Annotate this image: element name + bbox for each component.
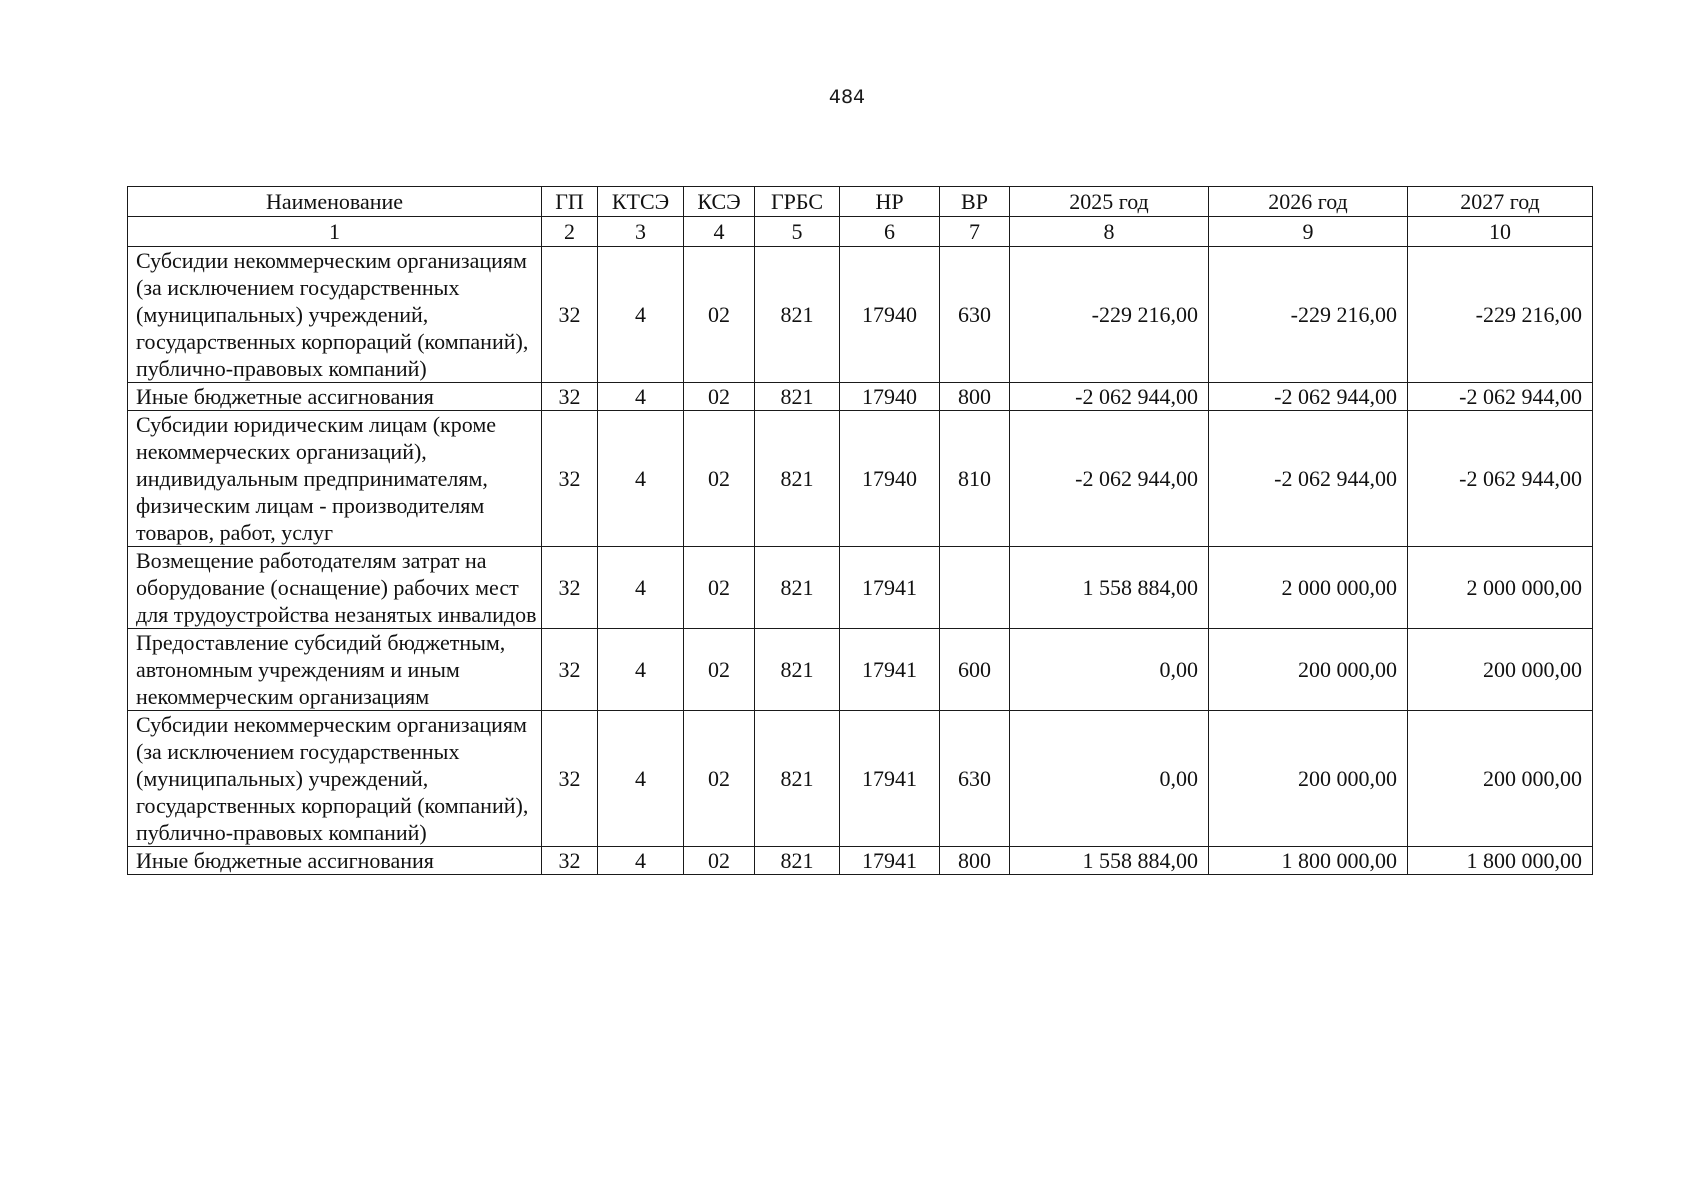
row-amount-2026: 200 000,00	[1209, 711, 1408, 847]
row-name: Субсидии юридическим лицам (кроме некоммерческих организаций), индивидуальным предпринимателям, физическим лицам - производителям товаров, работ, услуг	[128, 411, 542, 547]
header-grbs: ГРБС	[755, 187, 840, 217]
row-gp: 32	[542, 711, 598, 847]
header-2027: 2027 год	[1408, 187, 1593, 217]
row-grbs: 821	[755, 547, 840, 629]
row-amount-2027: -229 216,00	[1408, 247, 1593, 383]
row-grbs: 821	[755, 247, 840, 383]
row-amount-2027: 1 800 000,00	[1408, 847, 1593, 875]
row-gp: 32	[542, 247, 598, 383]
row-amount-2025: -229 216,00	[1010, 247, 1209, 383]
row-nr: 17941	[840, 547, 940, 629]
table-row	[128, 629, 1593, 711]
row-amount-2026: -229 216,00	[1209, 247, 1408, 383]
header-name: Наименование	[128, 187, 542, 217]
row-amount-2027: -2 062 944,00	[1408, 411, 1593, 547]
row-ktse: 4	[598, 711, 684, 847]
row-gp: 32	[542, 547, 598, 629]
row-name: Иные бюджетные ассигнования	[128, 847, 542, 875]
table-row	[128, 711, 1593, 847]
row-grbs: 821	[755, 847, 840, 875]
header-ktse: КТСЭ	[598, 187, 684, 217]
row-ktse: 4	[598, 411, 684, 547]
row-vr: 800	[940, 847, 1010, 875]
row-amount-2026: 1 800 000,00	[1209, 847, 1408, 875]
column-number: 3	[598, 217, 684, 247]
row-vr: 600	[940, 629, 1010, 711]
column-number: 2	[542, 217, 598, 247]
row-amount-2025: -2 062 944,00	[1010, 411, 1209, 547]
page-number: 484	[828, 86, 866, 108]
row-ktse: 4	[598, 247, 684, 383]
row-vr	[940, 547, 1010, 629]
row-vr: 630	[940, 247, 1010, 383]
row-gp: 32	[542, 411, 598, 547]
row-gp: 32	[542, 629, 598, 711]
row-grbs: 821	[755, 711, 840, 847]
row-amount-2026: -2 062 944,00	[1209, 383, 1408, 411]
header-2026: 2026 год	[1209, 187, 1408, 217]
row-name: Предоставление субсидий бюджетным, автономным учреждениям и иным некоммерческим организациям	[128, 629, 542, 711]
row-kse: 02	[684, 383, 755, 411]
row-amount-2025: 0,00	[1010, 629, 1209, 711]
row-gp: 32	[542, 847, 598, 875]
column-number: 9	[1209, 217, 1408, 247]
row-kse: 02	[684, 629, 755, 711]
row-amount-2026: 2 000 000,00	[1209, 547, 1408, 629]
row-amount-2026: -2 062 944,00	[1209, 411, 1408, 547]
budget-table	[127, 186, 1593, 875]
row-amount-2026: 200 000,00	[1209, 629, 1408, 711]
row-vr: 810	[940, 411, 1010, 547]
row-name: Субсидии некоммерческим организациям (за исключением государственных (муниципальных) учреждений, государственных корпораций (компаний), публично-правовых компаний)	[128, 711, 542, 847]
row-name: Иные бюджетные ассигнования	[128, 383, 542, 411]
table-row	[128, 847, 1593, 875]
row-gp: 32	[542, 383, 598, 411]
header-2025: 2025 год	[1010, 187, 1209, 217]
row-grbs: 821	[755, 629, 840, 711]
row-amount-2025: 0,00	[1010, 711, 1209, 847]
row-vr: 630	[940, 711, 1010, 847]
row-kse: 02	[684, 547, 755, 629]
row-ktse: 4	[598, 629, 684, 711]
header-vr: ВР	[940, 187, 1010, 217]
row-nr: 17941	[840, 847, 940, 875]
row-amount-2025: 1 558 884,00	[1010, 547, 1209, 629]
row-amount-2025: -2 062 944,00	[1010, 383, 1209, 411]
row-grbs: 821	[755, 411, 840, 547]
row-nr: 17941	[840, 629, 940, 711]
row-grbs: 821	[755, 383, 840, 411]
row-kse: 02	[684, 411, 755, 547]
table-row	[128, 547, 1593, 629]
column-number: 5	[755, 217, 840, 247]
row-name: Субсидии некоммерческим организациям (за исключением государственных (муниципальных) учреждений, государственных корпораций (компаний), публично-правовых компаний)	[128, 247, 542, 383]
row-amount-2027: -2 062 944,00	[1408, 383, 1593, 411]
header-kse: КСЭ	[684, 187, 755, 217]
row-ktse: 4	[598, 547, 684, 629]
row-amount-2025: 1 558 884,00	[1010, 847, 1209, 875]
row-ktse: 4	[598, 383, 684, 411]
table-row	[128, 383, 1593, 411]
row-kse: 02	[684, 247, 755, 383]
header-row	[128, 187, 1593, 217]
row-nr: 17940	[840, 247, 940, 383]
row-nr: 17940	[840, 411, 940, 547]
row-amount-2027: 200 000,00	[1408, 629, 1593, 711]
column-number-row	[128, 217, 1593, 247]
column-number: 7	[940, 217, 1010, 247]
table-row	[128, 411, 1593, 547]
row-amount-2027: 200 000,00	[1408, 711, 1593, 847]
row-vr: 800	[940, 383, 1010, 411]
header-nr: НР	[840, 187, 940, 217]
row-amount-2027: 2 000 000,00	[1408, 547, 1593, 629]
column-number: 6	[840, 217, 940, 247]
row-kse: 02	[684, 847, 755, 875]
column-number: 1	[128, 217, 542, 247]
row-nr: 17940	[840, 383, 940, 411]
row-ktse: 4	[598, 847, 684, 875]
row-name: Возмещение работодателям затрат на оборудование (оснащение) рабочих мест для трудоустройства незанятых инвалидов	[128, 547, 542, 629]
row-nr: 17941	[840, 711, 940, 847]
column-number: 4	[684, 217, 755, 247]
header-gp: ГП	[542, 187, 598, 217]
row-kse: 02	[684, 711, 755, 847]
table-row	[128, 247, 1593, 383]
column-number: 10	[1408, 217, 1593, 247]
column-number: 8	[1010, 217, 1209, 247]
